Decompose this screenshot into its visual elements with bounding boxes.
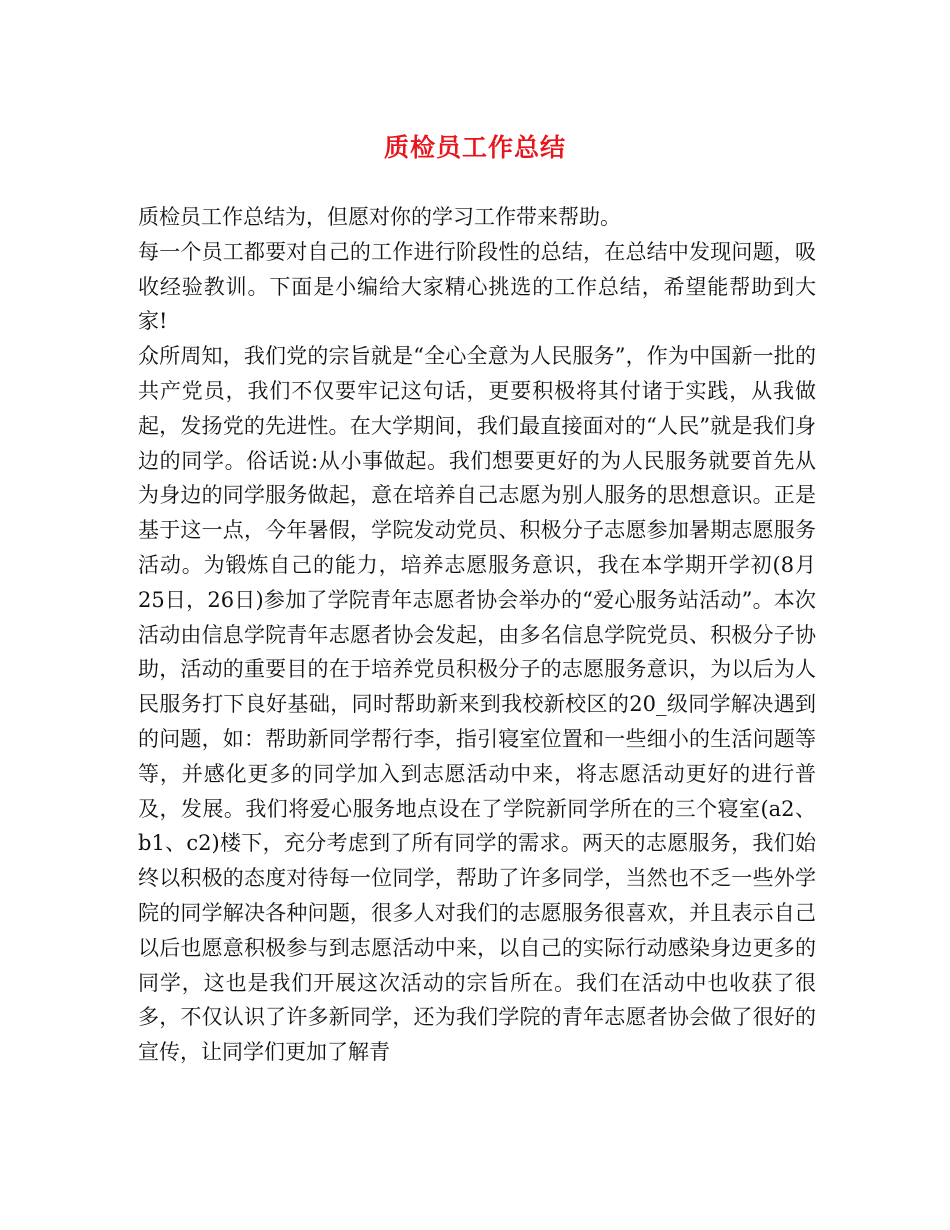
paragraph-intro: 质检员工作总结为，但愿对你的学习工作带来帮助。 (138, 205, 621, 229)
document-body (138, 200, 816, 1070)
document-title: 质检员工作总结 (383, 133, 566, 162)
paragraph-summary: 每一个员工都要对自己的工作进行阶段性的总结，在总结中发现问题，吸收经验教训。下面是小编给大家精心挑选的工作总结，希望能帮助到大家! (138, 239, 816, 334)
paragraph-main: 众所周知，我们党的宗旨就是“全心全意为人民服务”，作为中国新一批的共产党员，我们不仅要牢记这句话，更要积极将其付诸于实践，从我做起，发扬党的先进性。在大学期间，我们最直接面对的“人民”就是我们身边的同学。俗话说:从小事做起。我们想要更好的为人民服务就要首先从为身边的同学服务做起，意在培养自己志愿为别人服务的思想意识。正是基于这一点，今年暑假，学院发动党员、积极分子志愿参加暑期志愿服务活动。为锻炼自己的能力，培养志愿服务意识，我在本学期开学初(8月25日，26日)参加了学院青年志愿者协会举办的“爱心服务站活动”。本次活动由信息学院青年志愿者协会发起，由多名信息学院党员、积极分子协助，活动的重要目的在于培养党员积极分子的志愿服务意识，为以后为人民服务打下良好基础，同时帮助新来到我校新校区的20_级同学解决遇到的问题，如：帮助新同学帮行李，指引寝室位置和一些细小的生活问题等等，并感化更多的同学加入到志愿活动中来，将志愿活动更好的进行普及，发展。我们将爱心服务地点设在了学院新同学所在的三个寝室(a2、b1、c2)楼下，充分考虑到了所有同学的需求。两天的志愿服务，我们始终以积极的态度对待每一位同学，帮助了许多同学，当然也不乏一些外学院的同学解决各种问题，很多人对我们的志愿服务很喜欢，并且表示自己以后也愿意积极参与到志愿活动中来，以自己的实际行动感染身边更多的同学，这也是我们开展这次活动的宗旨所在。我们在活动中也收获了很多，不仅认识了许多新同学，还为我们学院的青年志愿者协会做了很好的宣传，让同学们更加了解青 (138, 344, 816, 1065)
